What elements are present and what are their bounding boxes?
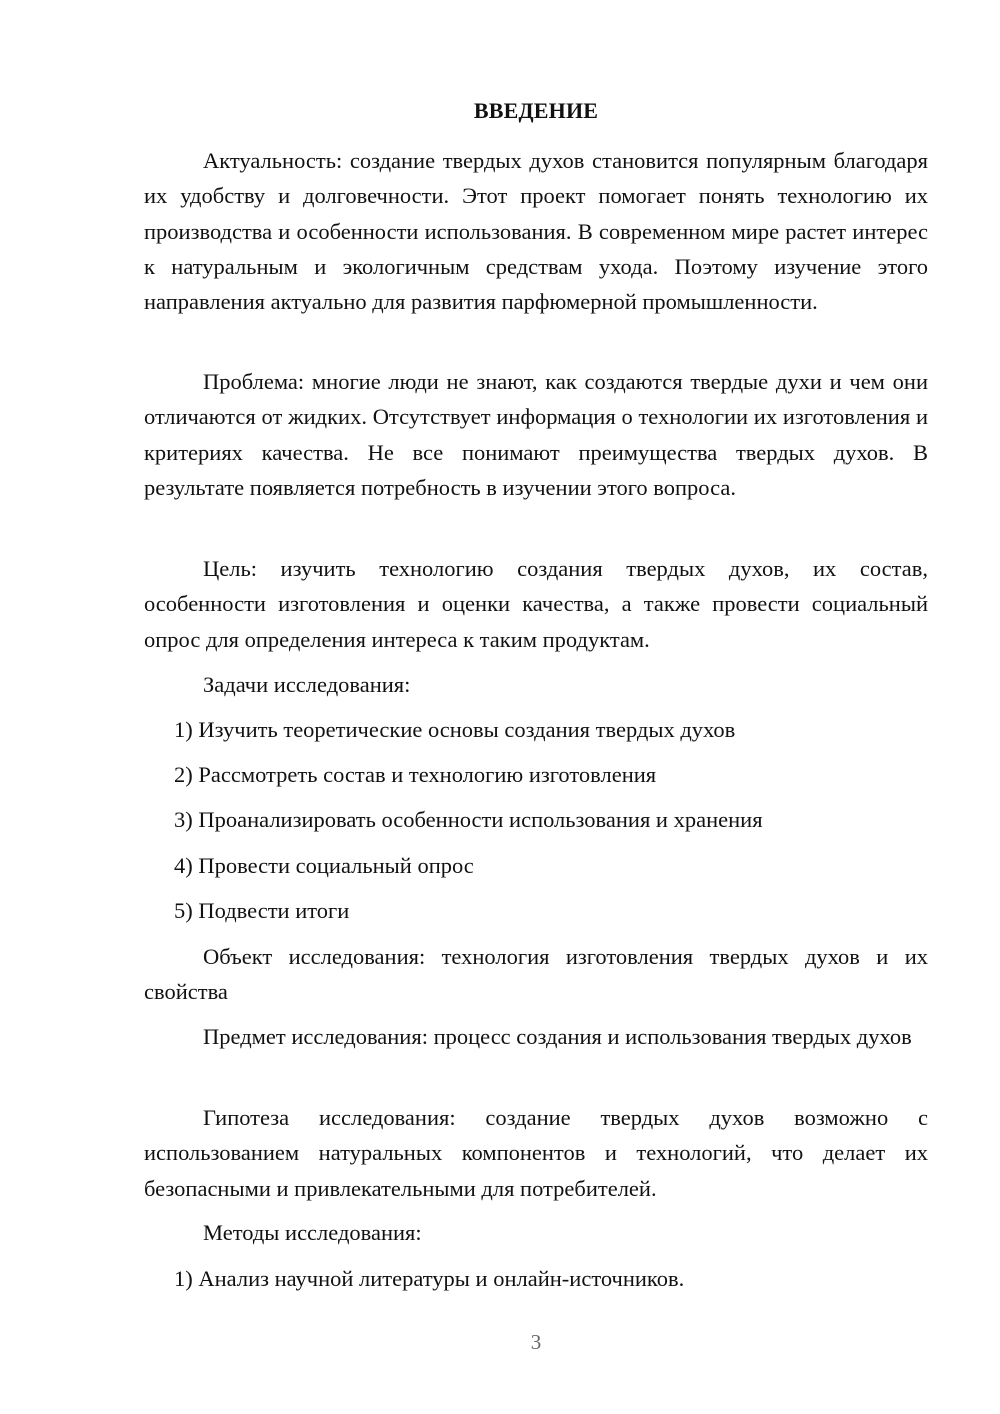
- relevance-paragraph: Актуальность: создание твердых духов становится популярным благодаря их удобству и долговечности. Этот проект помогает понять технологию их производства и особенности использования. В современном мире растет интерес к натуральным и экологичным средствам ухода. Поэтому изучение этого направления актуально для развития парфюмерной промышленности.: [144, 148, 928, 315]
- method-item: 1) Анализ научной литературы и онлайн-источников.: [174, 1266, 685, 1291]
- task-item: 5) Подвести итоги: [174, 898, 350, 923]
- document-page: [144, 0, 928, 1414]
- page-title: ВВЕДЕНИЕ: [473, 98, 599, 123]
- page-number: 3: [530, 1330, 542, 1354]
- subject-paragraph: Предмет исследования: процесс создания и использования твердых духов: [203, 1024, 912, 1049]
- goal-paragraph: Цель: изучить технологию создания твердых духов, их состав, особенности изготовления и оценки качества, а также провести социальный опрос для определения интереса к таким продуктам.: [144, 556, 928, 652]
- object-paragraph: Объект исследования: технология изготовления твердых духов и их свойства: [144, 944, 928, 1005]
- problem-paragraph: Проблема: многие люди не знают, как создаются твердые духи и чем они отличаются от жидких. Отсутствует информация о технологии их изготовления и критериях качества. Не все понимают преимущества твердых духов. В результате появляется потребность в изучении этого вопроса.: [144, 369, 928, 500]
- task-item: 2) Рассмотреть состав и технологию изготовления: [174, 762, 657, 787]
- methods-heading: Методы исследования:: [203, 1220, 422, 1245]
- task-item: 4) Провести социальный опрос: [174, 853, 474, 878]
- tasks-heading: Задачи исследования:: [203, 672, 411, 697]
- hypothesis-paragraph: Гипотеза исследования: создание твердых духов возможно с использованием натуральных компонентов и технологий, что делает их безопасными и привлекательными для потребителей.: [144, 1105, 928, 1201]
- task-item: 1) Изучить теоретические основы создания твердых духов: [174, 717, 736, 742]
- task-item: 3) Проанализировать особенности использования и хранения: [174, 807, 763, 832]
